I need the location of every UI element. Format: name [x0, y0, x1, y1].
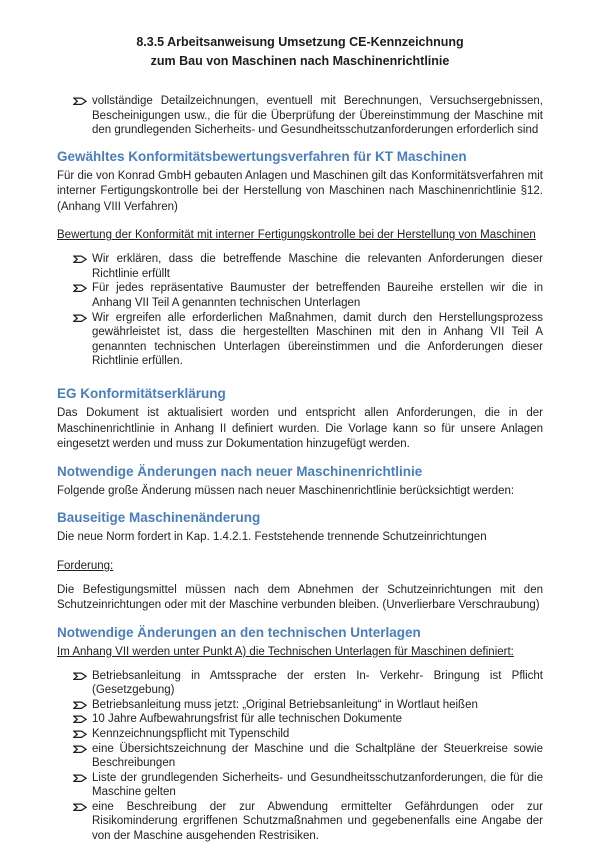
list-item-text: Wir ergreifen alle erforderlichen Maßnahmen, damit durch den Herstellungsprozess gewährleistet ist, dass die hergestellten Maschinen mit den in Anhang VII Teil A genannten technischen Unterlagen übereinstimmen und die Anforderungen dieser Richtlinie erfüllen.: [92, 311, 543, 368]
banner-arrow-bullet-icon: [73, 800, 87, 812]
subheading-anhang: Im Anhang VII werden unter Punkt A) die Technischen Unterlagen für Maschinen definiert:: [57, 645, 514, 658]
list-item-text: vollständige Detailzeichnungen, eventuell mit Berechnungen, Versuchsergebnissen, Bescheinigungen usw., die für die Überprüfung der Übereinstimmung der Maschine mit den grundlegenden Sicherheits- und Gesundheitsschutzanforderungen erforderlich sind: [92, 95, 543, 137]
paragraph-aenderungen: Folgende große Änderung müssen nach neuer Maschinenrichtlinie berücksichtigt werden:: [57, 484, 515, 497]
subheading-forderung: Forderung:: [57, 559, 114, 572]
document-title: [57, 33, 543, 71]
paragraph-verfahren: Für die von Konrad GmbH gebauten Anlagen und Maschinen gilt das Konformitätsverfahren mit interner Fertigungskontrolle bei der Herstellung von Maschinen nach Maschinenrichtlinie §12. (Anhang VIII Verfahren): [57, 169, 543, 213]
list-item-text: Wir erklären, dass die betreffende Maschine die relevanten Anforderungen dieser Richtlinie erfüllt: [92, 253, 543, 280]
list-item: [57, 742, 543, 771]
list-item: [57, 727, 543, 742]
section-heading-unterlagen: Notwendige Änderungen an den technischen Unterlagen: [57, 624, 421, 640]
banner-arrow-bullet-icon: [73, 742, 87, 754]
section-gap: [57, 369, 543, 375]
document-title-line2: zum Bau von Maschinen nach Maschinenrichtlinie: [150, 54, 450, 68]
intro-bullet-list: [57, 94, 543, 138]
list-item-text: Kennzeichnungspflicht mit Typenschild: [92, 727, 290, 740]
list-item-text: eine Übersichtszeichnung der Maschine und die Schaltpläne der Steuerkreise sowie Beschreibungen: [92, 742, 543, 770]
banner-arrow-bullet-icon: [73, 727, 87, 739]
section-heading-verfahren: Gewähltes Konformitätsbewertungsverfahren für KT Maschinen: [57, 148, 467, 164]
list-item: [57, 698, 543, 713]
list-item: [57, 252, 543, 281]
list-item-text: 10 Jahre Aufbewahrungsfrist für alle technischen Dokumente: [92, 713, 403, 726]
list-item: [57, 311, 543, 369]
list-item: [57, 771, 543, 800]
banner-arrow-bullet-icon: [73, 669, 87, 681]
banner-arrow-bullet-icon: [73, 712, 87, 724]
banner-arrow-bullet-icon: [73, 281, 87, 293]
section-heading-eg: EG Konformitätserklärung: [57, 386, 226, 402]
banner-arrow-bullet-icon: [73, 698, 87, 710]
list-item: [57, 800, 543, 844]
list-item: [57, 94, 543, 138]
list-item-text: Betriebsanleitung muss jetzt: „Original Betriebsanleitung“ in Wortlaut heißen: [92, 698, 478, 711]
list-item: [57, 281, 543, 310]
banner-arrow-bullet-icon: [73, 94, 87, 106]
document-title-line1: 8.3.5 Arbeitsanweisung Umsetzung CE-Kennzeichnung: [136, 35, 464, 49]
list-item: [57, 712, 543, 727]
paragraph-bauseitig: Die neue Norm fordert in Kap. 1.4.2.1. Feststehende trennende Schutzeinrichtungen: [57, 531, 487, 544]
subheading-bewertung: Bewertung der Konformität mit interner Fertigungskontrolle bei der Herstellung von Maschinen: [57, 229, 536, 242]
banner-arrow-bullet-icon: [73, 252, 87, 264]
section-heading-bauseitig: Bauseitige Maschinenänderung: [57, 510, 261, 526]
list-item-text: Liste der grundlegenden Sicherheits- und Gesundheitsschutzanforderungen, die für die Maschine gelten: [92, 771, 543, 799]
banner-arrow-bullet-icon: [73, 311, 87, 323]
unterlagen-bullet-list: [57, 669, 543, 844]
list-item: [57, 669, 543, 698]
list-item-text: eine Beschreibung der zur Abwendung ermittelter Gefährdungen oder zur Risikominderung ergriffenen Schutzmaßnahmen und gegebenenfalls eine Angabe der von der Maschine ausgehenden Restrisiken.: [92, 800, 543, 843]
title-spacer: [57, 71, 543, 94]
paragraph-forderung: Die Befestigungsmittel müssen nach dem Abnehmen der Schutzeinrichtungen mit den Schutzeinrichtungen oder mit der Maschine verbunden bleiben. (Unverlierbare Verschraubung): [57, 583, 543, 612]
paragraph-eg: Das Dokument ist aktualisiert worden und entspricht allen Anforderungen, die in der Maschinenrichtlinie in Anhang II definiert wurden. Die Vorlage kann so für unsere Anlagen eingesetzt werden und muss zur Dokumentation hinzugefügt werden.: [57, 407, 543, 451]
section-heading-aenderungen: Notwendige Änderungen nach neuer Maschinenrichtlinie: [57, 463, 423, 479]
banner-arrow-bullet-icon: [73, 771, 87, 783]
bewertung-bullet-list: [57, 252, 543, 369]
list-item-text: Betriebsanleitung in Amtssprache der ersten In- Verkehr- Bringung ist Pflicht (Gesetzgebung): [92, 669, 543, 697]
list-item-text: Für jedes repräsentative Baumuster der betreffenden Baureihe erstellen wir die in Anhang VII Teil A genannten technischen Unterlagen: [92, 282, 543, 310]
